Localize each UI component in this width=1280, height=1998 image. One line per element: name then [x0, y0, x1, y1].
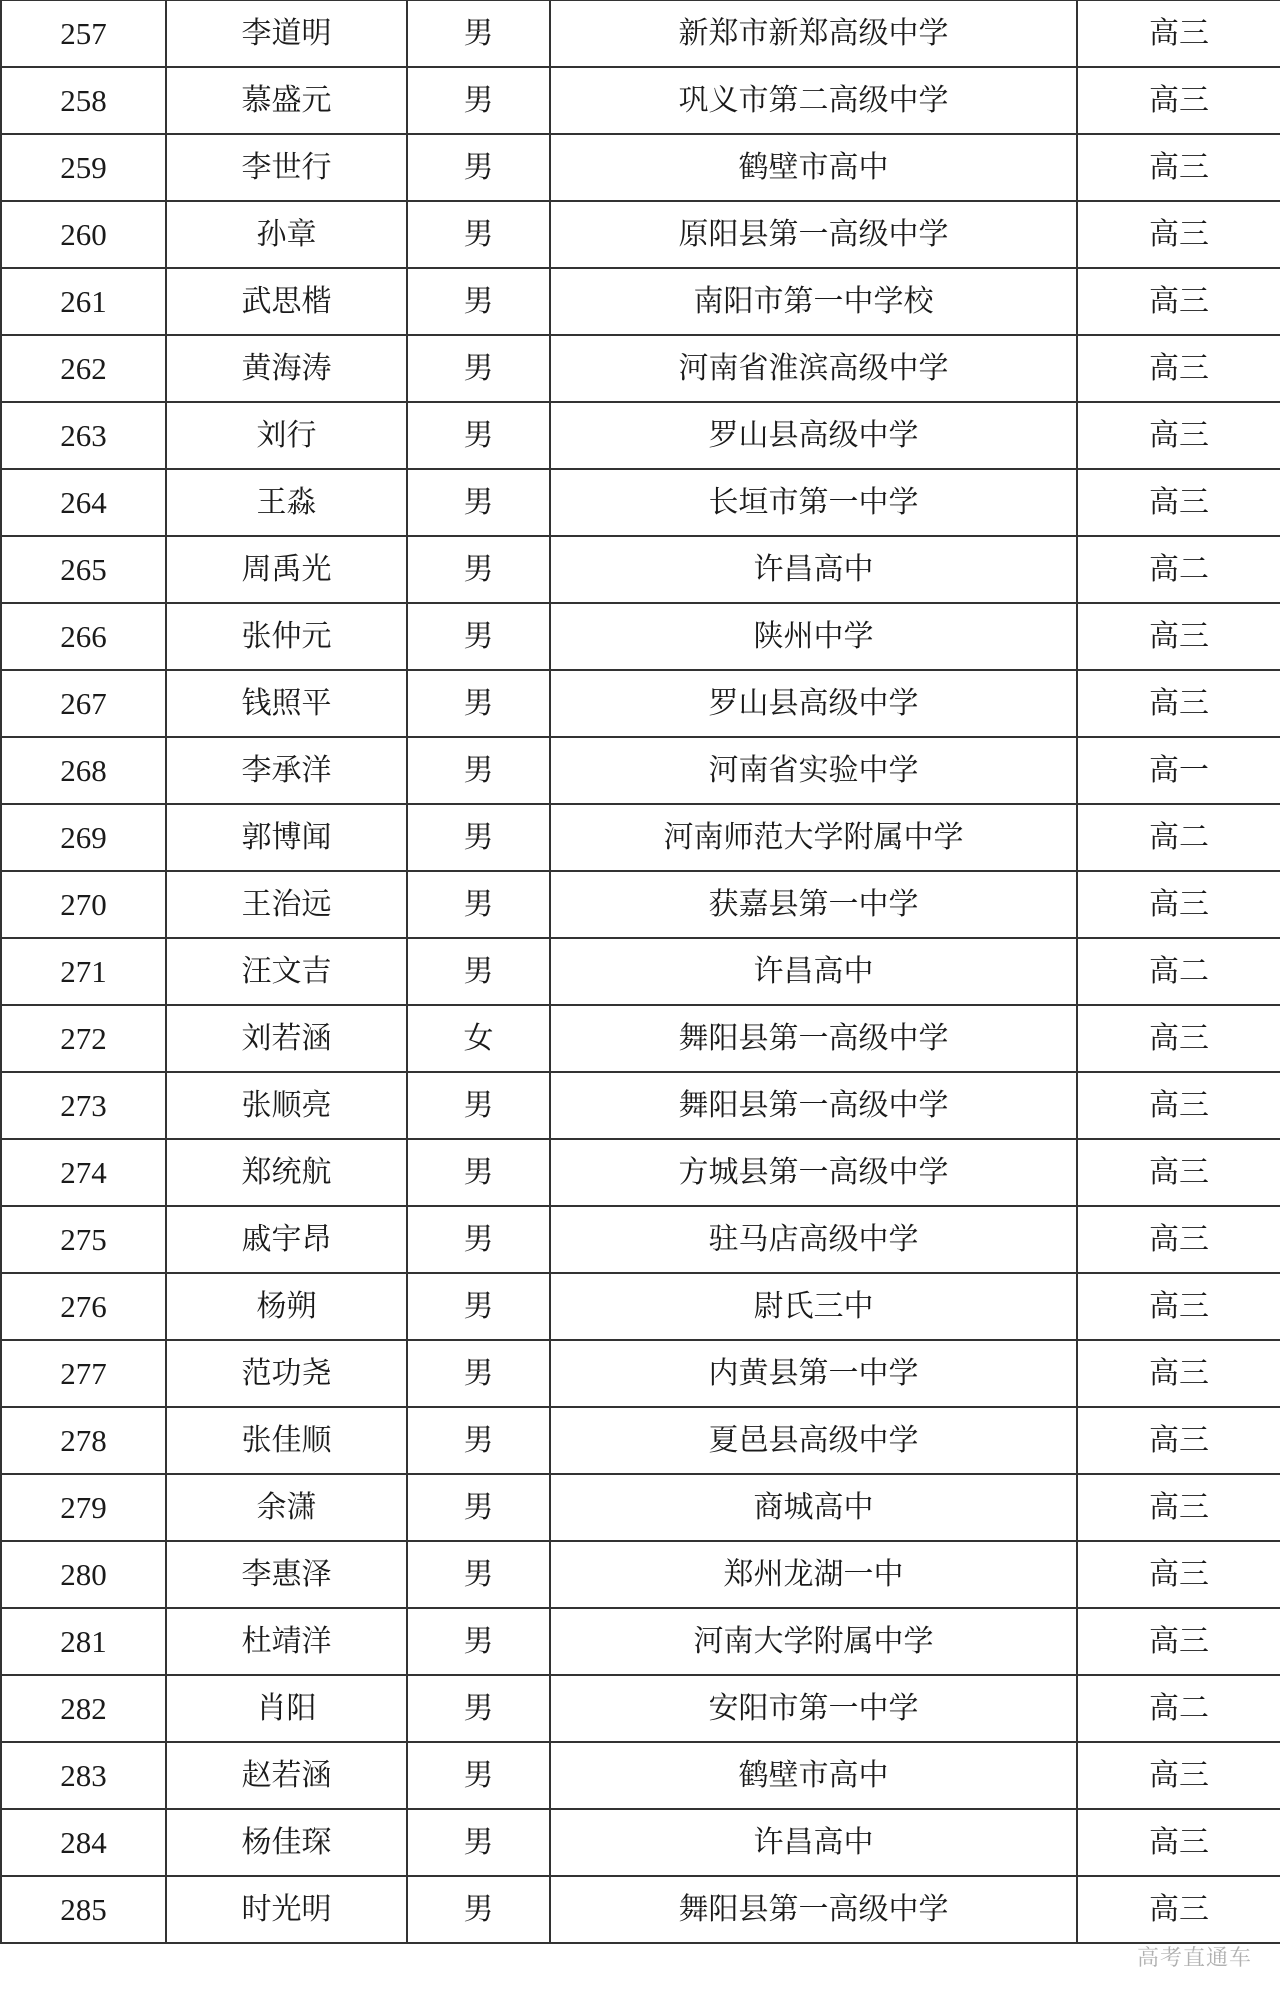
grade-cell: 高三: [1077, 402, 1280, 469]
gender-cell: 男: [407, 67, 550, 134]
gender-cell: 男: [407, 1876, 550, 1943]
grade-cell: 高三: [1077, 0, 1280, 67]
gender-cell: 男: [407, 1407, 550, 1474]
row-number-cell: 282: [1, 1675, 166, 1742]
grade-cell: 高三: [1077, 1742, 1280, 1809]
row-number-cell: 257: [1, 0, 166, 67]
table-row: [1, 1809, 1280, 1876]
table-row: [1, 1407, 1280, 1474]
student-name-cell: 李承洋: [166, 737, 407, 804]
gender-cell: 男: [407, 670, 550, 737]
gender-cell: 男: [407, 1139, 550, 1206]
student-name-cell: 李世行: [166, 134, 407, 201]
table-row: [1, 1072, 1280, 1139]
table-row: [1, 134, 1280, 201]
student-name-cell: 郭博闻: [166, 804, 407, 871]
row-number-cell: 280: [1, 1541, 166, 1608]
row-number-cell: 275: [1, 1206, 166, 1273]
student-name-cell: 范功尧: [166, 1340, 407, 1407]
student-name-cell: 武思楷: [166, 268, 407, 335]
school-cell: 河南省实验中学: [550, 737, 1077, 804]
school-cell: 河南省淮滨高级中学: [550, 335, 1077, 402]
gender-cell: 男: [407, 1675, 550, 1742]
school-cell: 鹤壁市高中: [550, 134, 1077, 201]
gender-cell: 男: [407, 737, 550, 804]
grade-cell: 高三: [1077, 1608, 1280, 1675]
table-row: [1, 670, 1280, 737]
student-name-cell: 杨朔: [166, 1273, 407, 1340]
row-number-cell: 279: [1, 1474, 166, 1541]
table-row: [1, 335, 1280, 402]
grade-cell: 高三: [1077, 670, 1280, 737]
grade-cell: 高二: [1077, 804, 1280, 871]
row-number-cell: 261: [1, 268, 166, 335]
grade-cell: 高三: [1077, 1541, 1280, 1608]
table-row: [1, 1139, 1280, 1206]
table-row: [1, 1005, 1280, 1072]
grade-cell: 高三: [1077, 67, 1280, 134]
row-number-cell: 258: [1, 67, 166, 134]
gender-cell: 男: [407, 1273, 550, 1340]
student-name-cell: 王淼: [166, 469, 407, 536]
gender-cell: 男: [407, 134, 550, 201]
row-number-cell: 262: [1, 335, 166, 402]
gender-cell: 男: [407, 804, 550, 871]
grade-cell: 高三: [1077, 1407, 1280, 1474]
row-number-cell: 265: [1, 536, 166, 603]
student-name-cell: 孙章: [166, 201, 407, 268]
row-number-cell: 278: [1, 1407, 166, 1474]
school-cell: 许昌高中: [550, 938, 1077, 1005]
student-name-cell: 张仲元: [166, 603, 407, 670]
row-number-cell: 271: [1, 938, 166, 1005]
school-cell: 舞阳县第一高级中学: [550, 1876, 1077, 1943]
row-number-cell: 276: [1, 1273, 166, 1340]
grade-cell: 高三: [1077, 1340, 1280, 1407]
gender-cell: 男: [407, 1206, 550, 1273]
gender-cell: 男: [407, 201, 550, 268]
table-row: [1, 938, 1280, 1005]
gender-cell: 男: [407, 335, 550, 402]
grade-cell: 高三: [1077, 1005, 1280, 1072]
gender-cell: 男: [407, 1541, 550, 1608]
row-number-cell: 277: [1, 1340, 166, 1407]
grade-cell: 高二: [1077, 938, 1280, 1005]
school-cell: 罗山县高级中学: [550, 402, 1077, 469]
row-number-cell: 281: [1, 1608, 166, 1675]
school-cell: 河南大学附属中学: [550, 1608, 1077, 1675]
school-cell: 许昌高中: [550, 536, 1077, 603]
row-number-cell: 274: [1, 1139, 166, 1206]
row-number-cell: 269: [1, 804, 166, 871]
school-cell: 方城县第一高级中学: [550, 1139, 1077, 1206]
student-name-cell: 肖阳: [166, 1675, 407, 1742]
row-number-cell: 285: [1, 1876, 166, 1943]
student-name-cell: 赵若涵: [166, 1742, 407, 1809]
grade-cell: 高三: [1077, 335, 1280, 402]
grade-cell: 高三: [1077, 134, 1280, 201]
row-number-cell: 273: [1, 1072, 166, 1139]
student-name-cell: 杨佳琛: [166, 1809, 407, 1876]
student-name-cell: 张佳顺: [166, 1407, 407, 1474]
row-number-cell: 283: [1, 1742, 166, 1809]
table-row: [1, 1206, 1280, 1273]
row-number-cell: 260: [1, 201, 166, 268]
grade-cell: 高三: [1077, 1072, 1280, 1139]
row-number-cell: 284: [1, 1809, 166, 1876]
table-row: [1, 469, 1280, 536]
gender-cell: 男: [407, 0, 550, 67]
table-row: [1, 1876, 1280, 1943]
gender-cell: 男: [407, 871, 550, 938]
grade-cell: 高三: [1077, 268, 1280, 335]
student-name-cell: 郑统航: [166, 1139, 407, 1206]
gender-cell: 男: [407, 1608, 550, 1675]
student-name-cell: 李道明: [166, 0, 407, 67]
table-row: [1, 402, 1280, 469]
school-cell: 安阳市第一中学: [550, 1675, 1077, 1742]
table-row: [1, 1541, 1280, 1608]
gender-cell: 男: [407, 1474, 550, 1541]
school-cell: 长垣市第一中学: [550, 469, 1077, 536]
school-cell: 原阳县第一高级中学: [550, 201, 1077, 268]
school-cell: 鹤壁市高中: [550, 1742, 1077, 1809]
row-number-cell: 264: [1, 469, 166, 536]
grade-cell: 高三: [1077, 1809, 1280, 1876]
school-cell: 郑州龙湖一中: [550, 1541, 1077, 1608]
row-number-cell: 263: [1, 402, 166, 469]
row-number-cell: 267: [1, 670, 166, 737]
school-cell: 尉氏三中: [550, 1273, 1077, 1340]
table-row: [1, 201, 1280, 268]
grade-cell: 高三: [1077, 1273, 1280, 1340]
school-cell: 陕州中学: [550, 603, 1077, 670]
table-row: [1, 536, 1280, 603]
student-name-cell: 时光明: [166, 1876, 407, 1943]
grade-cell: 高一: [1077, 737, 1280, 804]
school-cell: 商城高中: [550, 1474, 1077, 1541]
table-row: [1, 1742, 1280, 1809]
student-name-cell: 刘若涵: [166, 1005, 407, 1072]
grade-cell: 高三: [1077, 1876, 1280, 1943]
gender-cell: 男: [407, 402, 550, 469]
school-cell: 内黄县第一中学: [550, 1340, 1077, 1407]
student-name-cell: 李惠泽: [166, 1541, 407, 1608]
grade-cell: 高三: [1077, 1139, 1280, 1206]
school-cell: 新郑市新郑高级中学: [550, 0, 1077, 67]
grade-cell: 高三: [1077, 201, 1280, 268]
school-cell: 舞阳县第一高级中学: [550, 1072, 1077, 1139]
student-name-cell: 王治远: [166, 871, 407, 938]
gender-cell: 男: [407, 603, 550, 670]
row-number-cell: 266: [1, 603, 166, 670]
table-row: [1, 804, 1280, 871]
roster-table-body: [1, 0, 1280, 1943]
school-cell: 罗山县高级中学: [550, 670, 1077, 737]
table-row: [1, 67, 1280, 134]
table-row: [1, 1474, 1280, 1541]
student-name-cell: 刘行: [166, 402, 407, 469]
gender-cell: 男: [407, 469, 550, 536]
student-name-cell: 张顺亮: [166, 1072, 407, 1139]
school-cell: 巩义市第二高级中学: [550, 67, 1077, 134]
row-number-cell: 268: [1, 737, 166, 804]
table-row: [1, 1340, 1280, 1407]
school-cell: 舞阳县第一高级中学: [550, 1005, 1077, 1072]
gender-cell: 男: [407, 268, 550, 335]
table-row: [1, 1608, 1280, 1675]
school-cell: 获嘉县第一中学: [550, 871, 1077, 938]
table-row: [1, 603, 1280, 670]
school-cell: 许昌高中: [550, 1809, 1077, 1876]
student-name-cell: 慕盛元: [166, 67, 407, 134]
watermark-text: 高考直通车: [1136, 1946, 1252, 1971]
school-cell: 河南师范大学附属中学: [550, 804, 1077, 871]
table-row: [1, 737, 1280, 804]
gender-cell: 男: [407, 1809, 550, 1876]
school-cell: 夏邑县高级中学: [550, 1407, 1077, 1474]
school-cell: 南阳市第一中学校: [550, 268, 1077, 335]
gender-cell: 男: [407, 536, 550, 603]
row-number-cell: 270: [1, 871, 166, 938]
student-name-cell: 余潇: [166, 1474, 407, 1541]
row-number-cell: 259: [1, 134, 166, 201]
grade-cell: 高三: [1077, 871, 1280, 938]
grade-cell: 高三: [1077, 1206, 1280, 1273]
gender-cell: 男: [407, 1340, 550, 1407]
student-name-cell: 钱照平: [166, 670, 407, 737]
student-name-cell: 戚宇昂: [166, 1206, 407, 1273]
student-name-cell: 汪文吉: [166, 938, 407, 1005]
table-row: [1, 871, 1280, 938]
gender-cell: 男: [407, 938, 550, 1005]
student-name-cell: 杜靖洋: [166, 1608, 407, 1675]
gender-cell: 男: [407, 1742, 550, 1809]
gender-cell: 男: [407, 1072, 550, 1139]
table-row: [1, 0, 1280, 67]
grade-cell: 高三: [1077, 603, 1280, 670]
row-number-cell: 272: [1, 1005, 166, 1072]
table-row: [1, 268, 1280, 335]
grade-cell: 高二: [1077, 1675, 1280, 1742]
school-cell: 驻马店高级中学: [550, 1206, 1077, 1273]
table-row: [1, 1675, 1280, 1742]
grade-cell: 高三: [1077, 469, 1280, 536]
table-row: [1, 1273, 1280, 1340]
grade-cell: 高二: [1077, 536, 1280, 603]
gender-cell: 女: [407, 1005, 550, 1072]
grade-cell: 高三: [1077, 1474, 1280, 1541]
student-name-cell: 黄海涛: [166, 335, 407, 402]
student-name-cell: 周禹光: [166, 536, 407, 603]
